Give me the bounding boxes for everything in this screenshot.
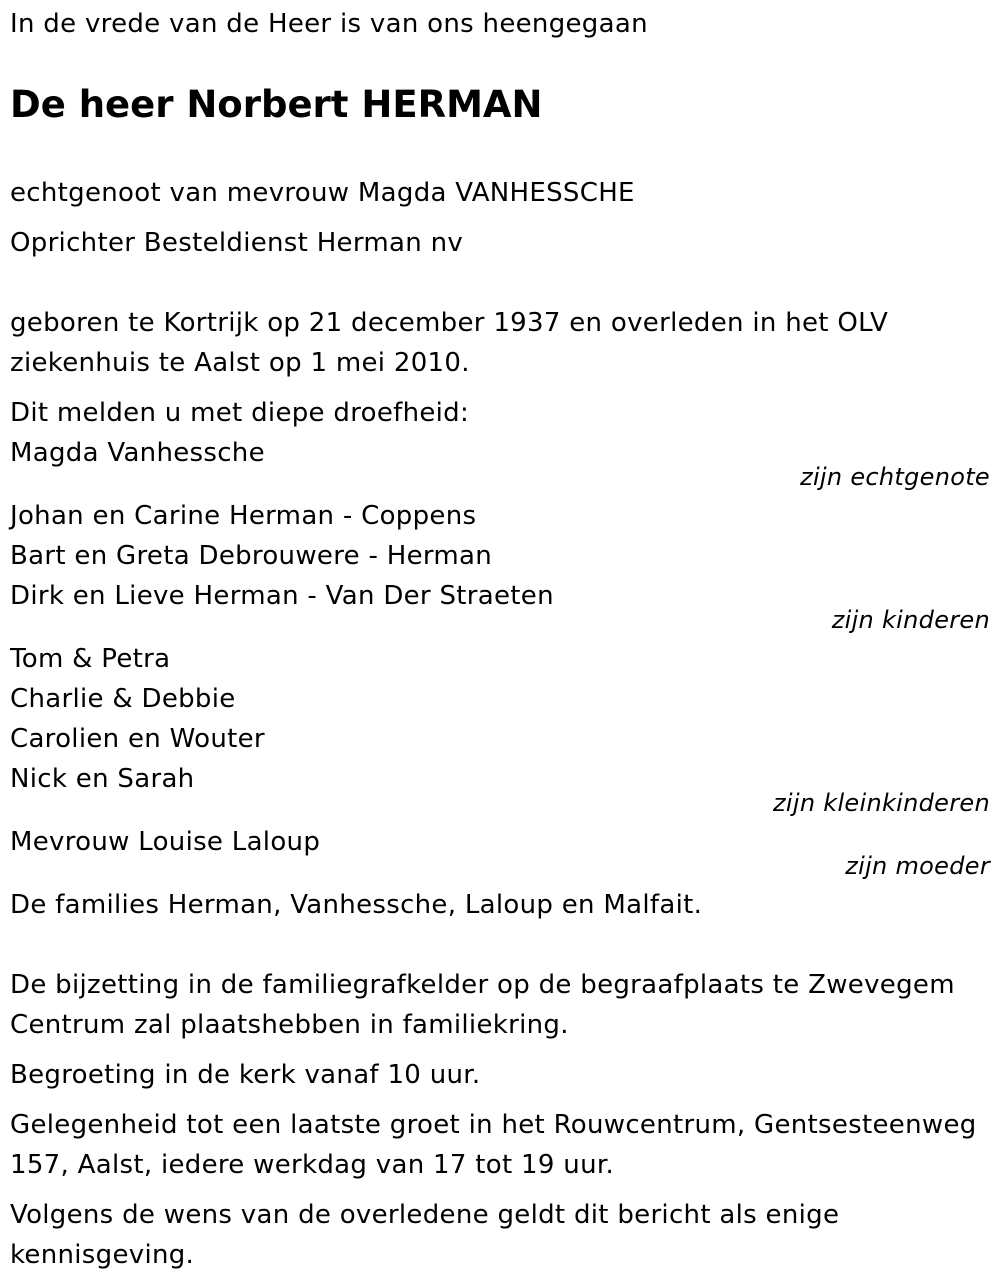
mourner-name: Johan en Carine Herman - Coppens bbox=[10, 501, 477, 531]
mourners-intro: Dit melden u met diepe droefheid: bbox=[10, 398, 470, 428]
birth-death-line-2: ziekenhuis te Aalst op 1 mei 2010. bbox=[10, 348, 470, 378]
intro-text: In de vrede van de Heer is van ons heengegaan bbox=[10, 9, 648, 39]
farewell-line-2: 157, Aalst, iedere werkdag van 17 tot 19 uur. bbox=[10, 1150, 615, 1180]
mourner-role-mother: zijn moeder bbox=[845, 852, 990, 880]
occupation-line: Oprichter Besteldienst Herman nv bbox=[10, 228, 464, 258]
deceased-name: De heer Norbert HERMAN bbox=[10, 83, 543, 126]
mourner-name: Charlie & Debbie bbox=[10, 684, 236, 714]
families-line: De families Herman, Vanhessche, Laloup en Malfait. bbox=[10, 890, 703, 920]
notice-line-1: Volgens de wens van de overledene geldt dit bericht als enige bbox=[10, 1200, 840, 1230]
mourner-name: Carolien en Wouter bbox=[10, 724, 265, 754]
greeting-line: Begroeting in de kerk vanaf 10 uur. bbox=[10, 1060, 481, 1090]
burial-line-1: De bijzetting in de familiegrafkelder op de begraafplaats te Zwevegem bbox=[10, 970, 955, 1000]
burial-line-2: Centrum zal plaatshebben in familiekring. bbox=[10, 1010, 569, 1040]
spouse-line: echtgenoot van mevrouw Magda VANHESSCHE bbox=[10, 178, 635, 208]
mourner-name: Dirk en Lieve Herman - Van Der Straeten bbox=[10, 581, 554, 611]
mourner-name: Tom & Petra bbox=[10, 644, 171, 674]
mourner-name: Nick en Sarah bbox=[10, 764, 195, 794]
farewell-line-1: Gelegenheid tot een laatste groet in het Rouwcentrum, Gentsesteenweg bbox=[10, 1110, 977, 1140]
mourner-name: Magda Vanhessche bbox=[10, 438, 265, 468]
mourner-role-grandchildren: zijn kleinkinderen bbox=[772, 789, 990, 817]
notice-line-2: kennisgeving. bbox=[10, 1240, 195, 1270]
mourner-name: Mevrouw Louise Laloup bbox=[10, 827, 321, 857]
mourner-role-spouse: zijn echtgenote bbox=[800, 463, 990, 491]
birth-death-line-1: geboren te Kortrijk op 21 december 1937 en overleden in het OLV bbox=[10, 308, 889, 338]
mourner-role-children: zijn kinderen bbox=[831, 606, 990, 634]
mourner-name: Bart en Greta Debrouwere - Herman bbox=[10, 541, 493, 571]
